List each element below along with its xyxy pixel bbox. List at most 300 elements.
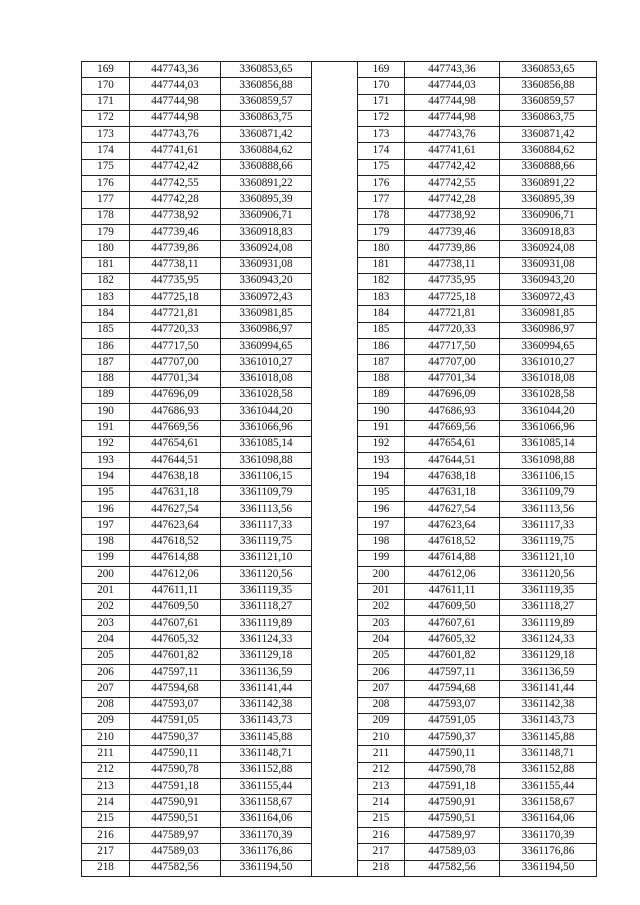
left-x-coordinate-cell: 447618,52 (130, 534, 221, 550)
right-point-number-cell: 176 (358, 176, 405, 192)
right-point-number-cell: 183 (358, 290, 405, 306)
right-x-coordinate-cell: 447605,32 (405, 632, 500, 648)
right-x-coordinate-cell: 447589,03 (405, 844, 500, 860)
right-x-coordinate-cell: 447744,98 (405, 94, 500, 110)
left-point-number-cell: 171 (82, 94, 130, 110)
right-point-number-cell: 169 (358, 62, 405, 78)
right-y-coordinate-cell: 3361117,33 (500, 518, 597, 534)
column-gap-cell (312, 257, 358, 273)
left-x-coordinate-cell: 447743,36 (130, 62, 221, 78)
table-row (82, 730, 597, 746)
left-point-number-cell: 210 (82, 730, 130, 746)
left-point-number-cell: 205 (82, 648, 130, 664)
right-y-coordinate-cell: 3361119,35 (500, 583, 597, 599)
left-y-coordinate-cell: 3361136,59 (221, 664, 312, 680)
right-point-number-cell: 179 (358, 224, 405, 240)
left-y-coordinate-cell: 3361044,20 (221, 404, 312, 420)
table-row (82, 143, 597, 159)
column-gap-cell (312, 306, 358, 322)
table-row (82, 469, 597, 485)
right-y-coordinate-cell: 3360853,65 (500, 62, 597, 78)
right-point-number-cell: 199 (358, 550, 405, 566)
left-y-coordinate-cell: 3361194,50 (221, 860, 312, 876)
left-point-number-cell: 197 (82, 518, 130, 534)
left-y-coordinate-cell: 3360981,85 (221, 306, 312, 322)
right-x-coordinate-cell: 447644,51 (405, 453, 500, 469)
right-point-number-cell: 181 (358, 257, 405, 273)
left-y-coordinate-cell: 3361066,96 (221, 420, 312, 436)
column-gap-cell (312, 550, 358, 566)
left-point-number-cell: 208 (82, 697, 130, 713)
left-point-number-cell: 174 (82, 143, 130, 159)
right-x-coordinate-cell: 447739,46 (405, 224, 500, 240)
right-y-coordinate-cell: 3361143,73 (500, 713, 597, 729)
left-point-number-cell: 181 (82, 257, 130, 273)
table-row (82, 485, 597, 501)
column-gap-cell (312, 224, 358, 240)
left-point-number-cell: 192 (82, 436, 130, 452)
right-x-coordinate-cell: 447742,42 (405, 159, 500, 175)
table-row (82, 762, 597, 778)
column-gap-cell (312, 616, 358, 632)
right-x-coordinate-cell: 447725,18 (405, 290, 500, 306)
left-point-number-cell: 200 (82, 567, 130, 583)
right-x-coordinate-cell: 447686,93 (405, 404, 500, 420)
left-y-coordinate-cell: 3361018,08 (221, 371, 312, 387)
right-x-coordinate-cell: 447607,61 (405, 616, 500, 632)
right-y-coordinate-cell: 3361142,38 (500, 697, 597, 713)
right-y-coordinate-cell: 3361121,10 (500, 550, 597, 566)
left-x-coordinate-cell: 447744,98 (130, 94, 221, 110)
column-gap-cell (312, 62, 358, 78)
right-y-coordinate-cell: 3361136,59 (500, 664, 597, 680)
table-row (82, 746, 597, 762)
right-y-coordinate-cell: 3360981,85 (500, 306, 597, 322)
left-point-number-cell: 216 (82, 827, 130, 843)
column-gap-cell (312, 779, 358, 795)
left-y-coordinate-cell: 3361119,35 (221, 583, 312, 599)
column-gap-cell (312, 648, 358, 664)
column-gap-cell (312, 208, 358, 224)
table-row (82, 664, 597, 680)
left-point-number-cell: 212 (82, 762, 130, 778)
right-y-coordinate-cell: 3361119,75 (500, 534, 597, 550)
table-row (82, 632, 597, 648)
right-point-number-cell: 212 (358, 762, 405, 778)
left-x-coordinate-cell: 447607,61 (130, 616, 221, 632)
right-x-coordinate-cell: 447609,50 (405, 599, 500, 615)
left-x-coordinate-cell: 447597,11 (130, 664, 221, 680)
left-point-number-cell: 177 (82, 192, 130, 208)
table-row (82, 208, 597, 224)
left-point-number-cell: 179 (82, 224, 130, 240)
left-x-coordinate-cell: 447601,82 (130, 648, 221, 664)
left-x-coordinate-cell: 447742,42 (130, 159, 221, 175)
column-gap-cell (312, 730, 358, 746)
left-x-coordinate-cell: 447614,88 (130, 550, 221, 566)
left-x-coordinate-cell: 447739,46 (130, 224, 221, 240)
left-x-coordinate-cell: 447696,09 (130, 387, 221, 403)
left-y-coordinate-cell: 3360931,08 (221, 257, 312, 273)
column-gap-cell (312, 697, 358, 713)
column-gap-cell (312, 795, 358, 811)
right-point-number-cell: 187 (358, 355, 405, 371)
right-y-coordinate-cell: 3361066,96 (500, 420, 597, 436)
right-x-coordinate-cell: 447735,95 (405, 273, 500, 289)
column-gap-cell (312, 811, 358, 827)
right-point-number-cell: 206 (358, 664, 405, 680)
left-y-coordinate-cell: 3360853,65 (221, 62, 312, 78)
right-x-coordinate-cell: 447717,50 (405, 339, 500, 355)
left-point-number-cell: 209 (82, 713, 130, 729)
left-x-coordinate-cell: 447590,11 (130, 746, 221, 762)
column-gap-cell (312, 192, 358, 208)
column-gap-cell (312, 860, 358, 876)
right-y-coordinate-cell: 3361124,33 (500, 632, 597, 648)
right-x-coordinate-cell: 447743,36 (405, 62, 500, 78)
left-y-coordinate-cell: 3361117,33 (221, 518, 312, 534)
table-row (82, 355, 597, 371)
right-x-coordinate-cell: 447696,09 (405, 387, 500, 403)
left-y-coordinate-cell: 3360918,83 (221, 224, 312, 240)
left-y-coordinate-cell: 3361148,71 (221, 746, 312, 762)
right-y-coordinate-cell: 3361118,27 (500, 599, 597, 615)
column-gap-cell (312, 78, 358, 94)
left-point-number-cell: 193 (82, 453, 130, 469)
right-y-coordinate-cell: 3361109,79 (500, 485, 597, 501)
left-x-coordinate-cell: 447589,03 (130, 844, 221, 860)
right-y-coordinate-cell: 3361141,44 (500, 681, 597, 697)
left-y-coordinate-cell: 3361170,39 (221, 827, 312, 843)
right-y-coordinate-cell: 3361044,20 (500, 404, 597, 420)
column-gap-cell (312, 713, 358, 729)
left-x-coordinate-cell: 447707,00 (130, 355, 221, 371)
right-x-coordinate-cell: 447589,97 (405, 827, 500, 843)
right-y-coordinate-cell: 3360906,71 (500, 208, 597, 224)
left-point-number-cell: 170 (82, 78, 130, 94)
table-row (82, 518, 597, 534)
right-y-coordinate-cell: 3360918,83 (500, 224, 597, 240)
table-row (82, 62, 597, 78)
right-point-number-cell: 180 (358, 241, 405, 257)
left-point-number-cell: 204 (82, 632, 130, 648)
left-point-number-cell: 175 (82, 159, 130, 175)
left-x-coordinate-cell: 447721,81 (130, 306, 221, 322)
right-y-coordinate-cell: 3361164,06 (500, 811, 597, 827)
left-y-coordinate-cell: 3360891,22 (221, 176, 312, 192)
left-y-coordinate-cell: 3361124,33 (221, 632, 312, 648)
left-y-coordinate-cell: 3360895,39 (221, 192, 312, 208)
column-gap-cell (312, 567, 358, 583)
column-gap-cell (312, 518, 358, 534)
column-gap-cell (312, 844, 358, 860)
right-point-number-cell: 186 (358, 339, 405, 355)
left-x-coordinate-cell: 447609,50 (130, 599, 221, 615)
coordinates-table (81, 61, 597, 877)
left-y-coordinate-cell: 3361119,75 (221, 534, 312, 550)
left-x-coordinate-cell: 447744,03 (130, 78, 221, 94)
left-x-coordinate-cell: 447591,05 (130, 713, 221, 729)
left-x-coordinate-cell: 447743,76 (130, 127, 221, 143)
left-x-coordinate-cell: 447638,18 (130, 469, 221, 485)
right-point-number-cell: 214 (358, 795, 405, 811)
left-y-coordinate-cell: 3360856,88 (221, 78, 312, 94)
right-x-coordinate-cell: 447638,18 (405, 469, 500, 485)
left-y-coordinate-cell: 3360943,20 (221, 273, 312, 289)
left-y-coordinate-cell: 3360906,71 (221, 208, 312, 224)
left-point-number-cell: 185 (82, 322, 130, 338)
left-x-coordinate-cell: 447593,07 (130, 697, 221, 713)
left-point-number-cell: 191 (82, 420, 130, 436)
right-y-coordinate-cell: 3360884,62 (500, 143, 597, 159)
left-x-coordinate-cell: 447744,98 (130, 110, 221, 126)
left-point-number-cell: 176 (82, 176, 130, 192)
right-point-number-cell: 178 (358, 208, 405, 224)
table-row (82, 404, 597, 420)
right-x-coordinate-cell: 447590,51 (405, 811, 500, 827)
right-point-number-cell: 200 (358, 567, 405, 583)
left-x-coordinate-cell: 447590,91 (130, 795, 221, 811)
left-x-coordinate-cell: 447590,51 (130, 811, 221, 827)
column-gap-cell (312, 534, 358, 550)
right-x-coordinate-cell: 447590,11 (405, 746, 500, 762)
right-y-coordinate-cell: 3361113,56 (500, 502, 597, 518)
right-x-coordinate-cell: 447707,00 (405, 355, 500, 371)
right-y-coordinate-cell: 3361155,44 (500, 779, 597, 795)
right-y-coordinate-cell: 3360931,08 (500, 257, 597, 273)
right-x-coordinate-cell: 447743,76 (405, 127, 500, 143)
table-row (82, 110, 597, 126)
table-row (82, 306, 597, 322)
column-gap-cell (312, 322, 358, 338)
left-point-number-cell: 182 (82, 273, 130, 289)
right-point-number-cell: 170 (358, 78, 405, 94)
left-point-number-cell: 173 (82, 127, 130, 143)
right-point-number-cell: 175 (358, 159, 405, 175)
column-gap-cell (312, 176, 358, 192)
table-row (82, 648, 597, 664)
column-gap-cell (312, 681, 358, 697)
right-point-number-cell: 211 (358, 746, 405, 762)
column-gap-cell (312, 502, 358, 518)
right-point-number-cell: 184 (358, 306, 405, 322)
right-x-coordinate-cell: 447631,18 (405, 485, 500, 501)
right-point-number-cell: 196 (358, 502, 405, 518)
right-x-coordinate-cell: 447582,56 (405, 860, 500, 876)
table-row (82, 176, 597, 192)
table-row (82, 387, 597, 403)
left-y-coordinate-cell: 3361106,15 (221, 469, 312, 485)
right-x-coordinate-cell: 447591,18 (405, 779, 500, 795)
left-point-number-cell: 195 (82, 485, 130, 501)
right-y-coordinate-cell: 3361018,08 (500, 371, 597, 387)
right-point-number-cell: 194 (358, 469, 405, 485)
table-row (82, 94, 597, 110)
right-x-coordinate-cell: 447739,86 (405, 241, 500, 257)
left-point-number-cell: 183 (82, 290, 130, 306)
right-y-coordinate-cell: 3360856,88 (500, 78, 597, 94)
column-gap-cell (312, 371, 358, 387)
left-y-coordinate-cell: 3360924,08 (221, 241, 312, 257)
table-row (82, 371, 597, 387)
table-row (82, 436, 597, 452)
right-y-coordinate-cell: 3360891,22 (500, 176, 597, 192)
right-x-coordinate-cell: 447623,64 (405, 518, 500, 534)
right-point-number-cell: 195 (358, 485, 405, 501)
right-point-number-cell: 201 (358, 583, 405, 599)
right-y-coordinate-cell: 3361194,50 (500, 860, 597, 876)
left-x-coordinate-cell: 447605,32 (130, 632, 221, 648)
left-point-number-cell: 196 (82, 502, 130, 518)
column-gap-cell (312, 404, 358, 420)
right-point-number-cell: 174 (358, 143, 405, 159)
table-row (82, 844, 597, 860)
table-row (82, 779, 597, 795)
left-point-number-cell: 184 (82, 306, 130, 322)
left-point-number-cell: 218 (82, 860, 130, 876)
column-gap-cell (312, 290, 358, 306)
column-gap-cell (312, 599, 358, 615)
right-x-coordinate-cell: 447590,91 (405, 795, 500, 811)
table-row (82, 534, 597, 550)
left-x-coordinate-cell: 447594,68 (130, 681, 221, 697)
right-point-number-cell: 192 (358, 436, 405, 452)
column-gap-cell (312, 420, 358, 436)
left-y-coordinate-cell: 3360863,75 (221, 110, 312, 126)
left-x-coordinate-cell: 447738,11 (130, 257, 221, 273)
left-point-number-cell: 211 (82, 746, 130, 762)
column-gap-cell (312, 746, 358, 762)
right-x-coordinate-cell: 447701,34 (405, 371, 500, 387)
column-gap-cell (312, 143, 358, 159)
left-point-number-cell: 201 (82, 583, 130, 599)
right-point-number-cell: 190 (358, 404, 405, 420)
table-row (82, 257, 597, 273)
right-y-coordinate-cell: 3360859,57 (500, 94, 597, 110)
column-gap-cell (312, 273, 358, 289)
right-point-number-cell: 193 (358, 453, 405, 469)
column-gap-cell (312, 485, 358, 501)
left-point-number-cell: 190 (82, 404, 130, 420)
right-y-coordinate-cell: 3361120,56 (500, 567, 597, 583)
left-x-coordinate-cell: 447591,18 (130, 779, 221, 795)
left-y-coordinate-cell: 3361028,58 (221, 387, 312, 403)
right-point-number-cell: 182 (358, 273, 405, 289)
column-gap-cell (312, 827, 358, 843)
left-x-coordinate-cell: 447582,56 (130, 860, 221, 876)
table-row (82, 827, 597, 843)
right-y-coordinate-cell: 3361085,14 (500, 436, 597, 452)
right-point-number-cell: 172 (358, 110, 405, 126)
left-y-coordinate-cell: 3361152,88 (221, 762, 312, 778)
column-gap-cell (312, 159, 358, 175)
right-point-number-cell: 204 (358, 632, 405, 648)
left-y-coordinate-cell: 3361155,44 (221, 779, 312, 795)
right-x-coordinate-cell: 447720,33 (405, 322, 500, 338)
right-point-number-cell: 213 (358, 779, 405, 795)
left-point-number-cell: 169 (82, 62, 130, 78)
table-row (82, 697, 597, 713)
column-gap-cell (312, 664, 358, 680)
right-y-coordinate-cell: 3361152,88 (500, 762, 597, 778)
left-y-coordinate-cell: 3361085,14 (221, 436, 312, 452)
column-gap-cell (312, 387, 358, 403)
right-x-coordinate-cell: 447738,92 (405, 208, 500, 224)
left-x-coordinate-cell: 447686,93 (130, 404, 221, 420)
right-y-coordinate-cell: 3361158,67 (500, 795, 597, 811)
right-y-coordinate-cell: 3361106,15 (500, 469, 597, 485)
right-point-number-cell: 188 (358, 371, 405, 387)
left-point-number-cell: 203 (82, 616, 130, 632)
left-y-coordinate-cell: 3361141,44 (221, 681, 312, 697)
right-point-number-cell: 177 (358, 192, 405, 208)
right-x-coordinate-cell: 447654,61 (405, 436, 500, 452)
column-gap-cell (312, 94, 358, 110)
right-point-number-cell: 210 (358, 730, 405, 746)
table-row (82, 681, 597, 697)
right-point-number-cell: 208 (358, 697, 405, 713)
table-row (82, 795, 597, 811)
left-x-coordinate-cell: 447735,95 (130, 273, 221, 289)
left-point-number-cell: 207 (82, 681, 130, 697)
right-x-coordinate-cell: 447614,88 (405, 550, 500, 566)
right-y-coordinate-cell: 3360986,97 (500, 322, 597, 338)
left-y-coordinate-cell: 3361145,88 (221, 730, 312, 746)
right-point-number-cell: 202 (358, 599, 405, 615)
left-y-coordinate-cell: 3361129,18 (221, 648, 312, 664)
table-row (82, 453, 597, 469)
right-point-number-cell: 216 (358, 827, 405, 843)
left-point-number-cell: 198 (82, 534, 130, 550)
left-point-number-cell: 187 (82, 355, 130, 371)
left-x-coordinate-cell: 447742,28 (130, 192, 221, 208)
right-x-coordinate-cell: 447601,82 (405, 648, 500, 664)
table-row (82, 78, 597, 94)
table-row (82, 420, 597, 436)
right-y-coordinate-cell: 3360863,75 (500, 110, 597, 126)
left-point-number-cell: 213 (82, 779, 130, 795)
left-y-coordinate-cell: 3361121,10 (221, 550, 312, 566)
right-y-coordinate-cell: 3360924,08 (500, 241, 597, 257)
right-x-coordinate-cell: 447590,37 (405, 730, 500, 746)
left-x-coordinate-cell: 447623,64 (130, 518, 221, 534)
table-row (82, 224, 597, 240)
left-y-coordinate-cell: 3360986,97 (221, 322, 312, 338)
left-x-coordinate-cell: 447589,97 (130, 827, 221, 843)
column-gap-cell (312, 355, 358, 371)
left-y-coordinate-cell: 3361010,27 (221, 355, 312, 371)
right-y-coordinate-cell: 3361176,86 (500, 844, 597, 860)
right-y-coordinate-cell: 3361148,71 (500, 746, 597, 762)
left-x-coordinate-cell: 447590,37 (130, 730, 221, 746)
table-row (82, 502, 597, 518)
right-point-number-cell: 203 (358, 616, 405, 632)
right-point-number-cell: 209 (358, 713, 405, 729)
left-y-coordinate-cell: 3361120,56 (221, 567, 312, 583)
right-y-coordinate-cell: 3361170,39 (500, 827, 597, 843)
left-point-number-cell: 194 (82, 469, 130, 485)
left-y-coordinate-cell: 3361098,88 (221, 453, 312, 469)
left-x-coordinate-cell: 447741,61 (130, 143, 221, 159)
column-gap-cell (312, 453, 358, 469)
table-row (82, 811, 597, 827)
left-y-coordinate-cell: 3360884,62 (221, 143, 312, 159)
right-point-number-cell: 218 (358, 860, 405, 876)
right-y-coordinate-cell: 3360994,65 (500, 339, 597, 355)
right-point-number-cell: 207 (358, 681, 405, 697)
left-x-coordinate-cell: 447738,92 (130, 208, 221, 224)
column-gap-cell (312, 110, 358, 126)
